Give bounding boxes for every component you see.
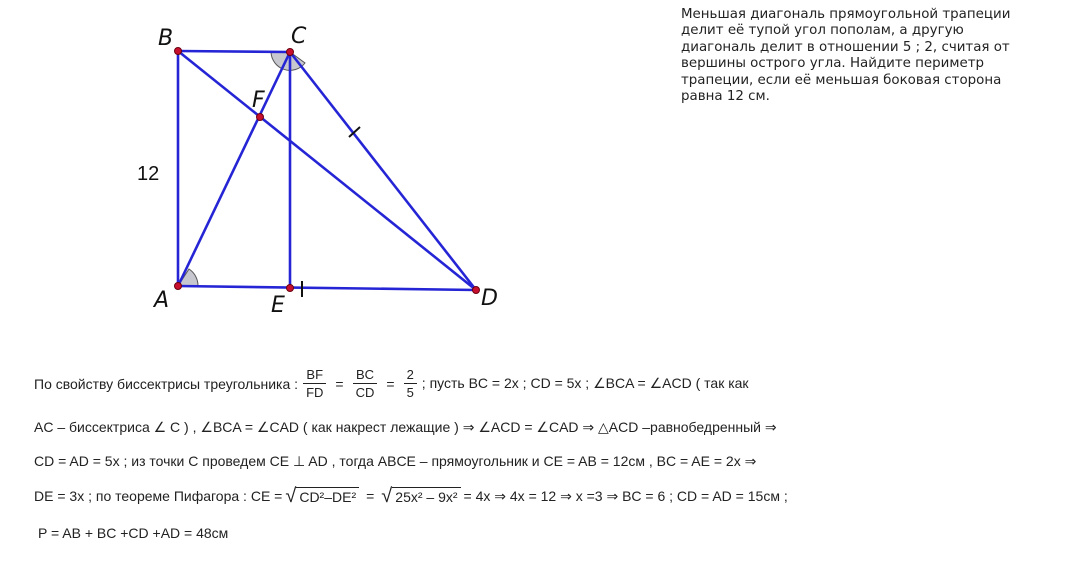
side-ad: [178, 286, 476, 290]
solution-line-2-text: AC – биссектриса ∠ C ) , ∠BCA = ∠CAD ( как накрест лежащие ) ⇒ ∠ACD = ∠CAD ⇒ △ACD –равнобедренный ⇒: [34, 419, 777, 435]
equals-sign: =: [366, 488, 375, 504]
radicand: 25x² – 9x²: [392, 487, 460, 506]
fraction-bc-cd: [353, 366, 378, 401]
fraction-numerator: BF: [303, 366, 326, 384]
solution-line-5-text: P = AB + BC +CD +AD = 48см: [38, 525, 229, 541]
label-d: D: [481, 286, 498, 311]
radical-sign: √: [285, 485, 297, 507]
point-b: [175, 48, 182, 55]
solution-line-4-prefix: DE = 3x ; по теореме Пифагора : CE =: [34, 488, 283, 504]
point-c: [287, 49, 294, 56]
solution-line-4-suffix: = 4x ⇒ 4x = 12 ⇒ x =3 ⇒ BC = 6 ; CD = AD = 15см ;: [463, 487, 788, 504]
point-d: [473, 287, 480, 294]
equals-sign: =: [386, 375, 395, 392]
fraction-2-5: [404, 366, 417, 401]
solution-line-2: [34, 419, 777, 436]
solution-line-4: [34, 486, 788, 506]
side-length-label: 12: [137, 163, 160, 185]
solution-line-1-prefix: По свойству биссектрисы треугольника :: [34, 375, 299, 392]
point-f: [257, 114, 264, 121]
diagonal-bd: [178, 51, 476, 290]
solution-line-3-text: CD = AD = 5x ; из точки C проведем CE ⊥ AD , тогда ABCE – прямоугольник и CE = AB = 12см , BC = AE = 2x ⇒: [34, 453, 757, 469]
label-e: E: [271, 293, 285, 318]
radicand: CD²–DE²: [296, 487, 359, 506]
fraction-numerator: 2: [404, 366, 417, 384]
point-a: [175, 283, 182, 290]
fraction-denominator: CD: [355, 385, 375, 400]
side-cd: [290, 52, 476, 290]
solution-line-1: [34, 366, 749, 401]
fraction-bf-fd: [303, 366, 326, 401]
solution-line-1-suffix: ; пусть BC = 2x ; CD = 5x ; ∠BCA = ∠ACD ( так как: [421, 375, 749, 391]
square-root-1: [285, 486, 359, 506]
equals-sign: =: [335, 375, 344, 392]
diagonal-ac: [178, 52, 290, 286]
radical-sign: √: [381, 485, 393, 507]
solution-line-3: [34, 453, 756, 470]
trapezoid-figure: [0, 0, 560, 330]
label-f: F: [252, 88, 265, 113]
point-e: [287, 285, 294, 292]
fraction-numerator: BC: [353, 366, 377, 384]
square-root-2: [381, 486, 460, 506]
label-a: A: [154, 288, 170, 313]
problem-statement: Меньшая диагональ прямоугольной трапеции делит её тупой угол пополам, а другую диагональ делит в отношении 5 ; 2, считая от вершины острого угла. Найдите периметр трапеции, если её меньшая боковая сторона равна 12 см.: [681, 7, 1011, 105]
solution-line-5: [38, 525, 228, 541]
side-bc: [178, 51, 290, 52]
label-b: B: [158, 26, 174, 51]
label-c: C: [291, 24, 307, 49]
fraction-denominator: 5: [406, 385, 414, 400]
fraction-denominator: FD: [306, 385, 324, 400]
